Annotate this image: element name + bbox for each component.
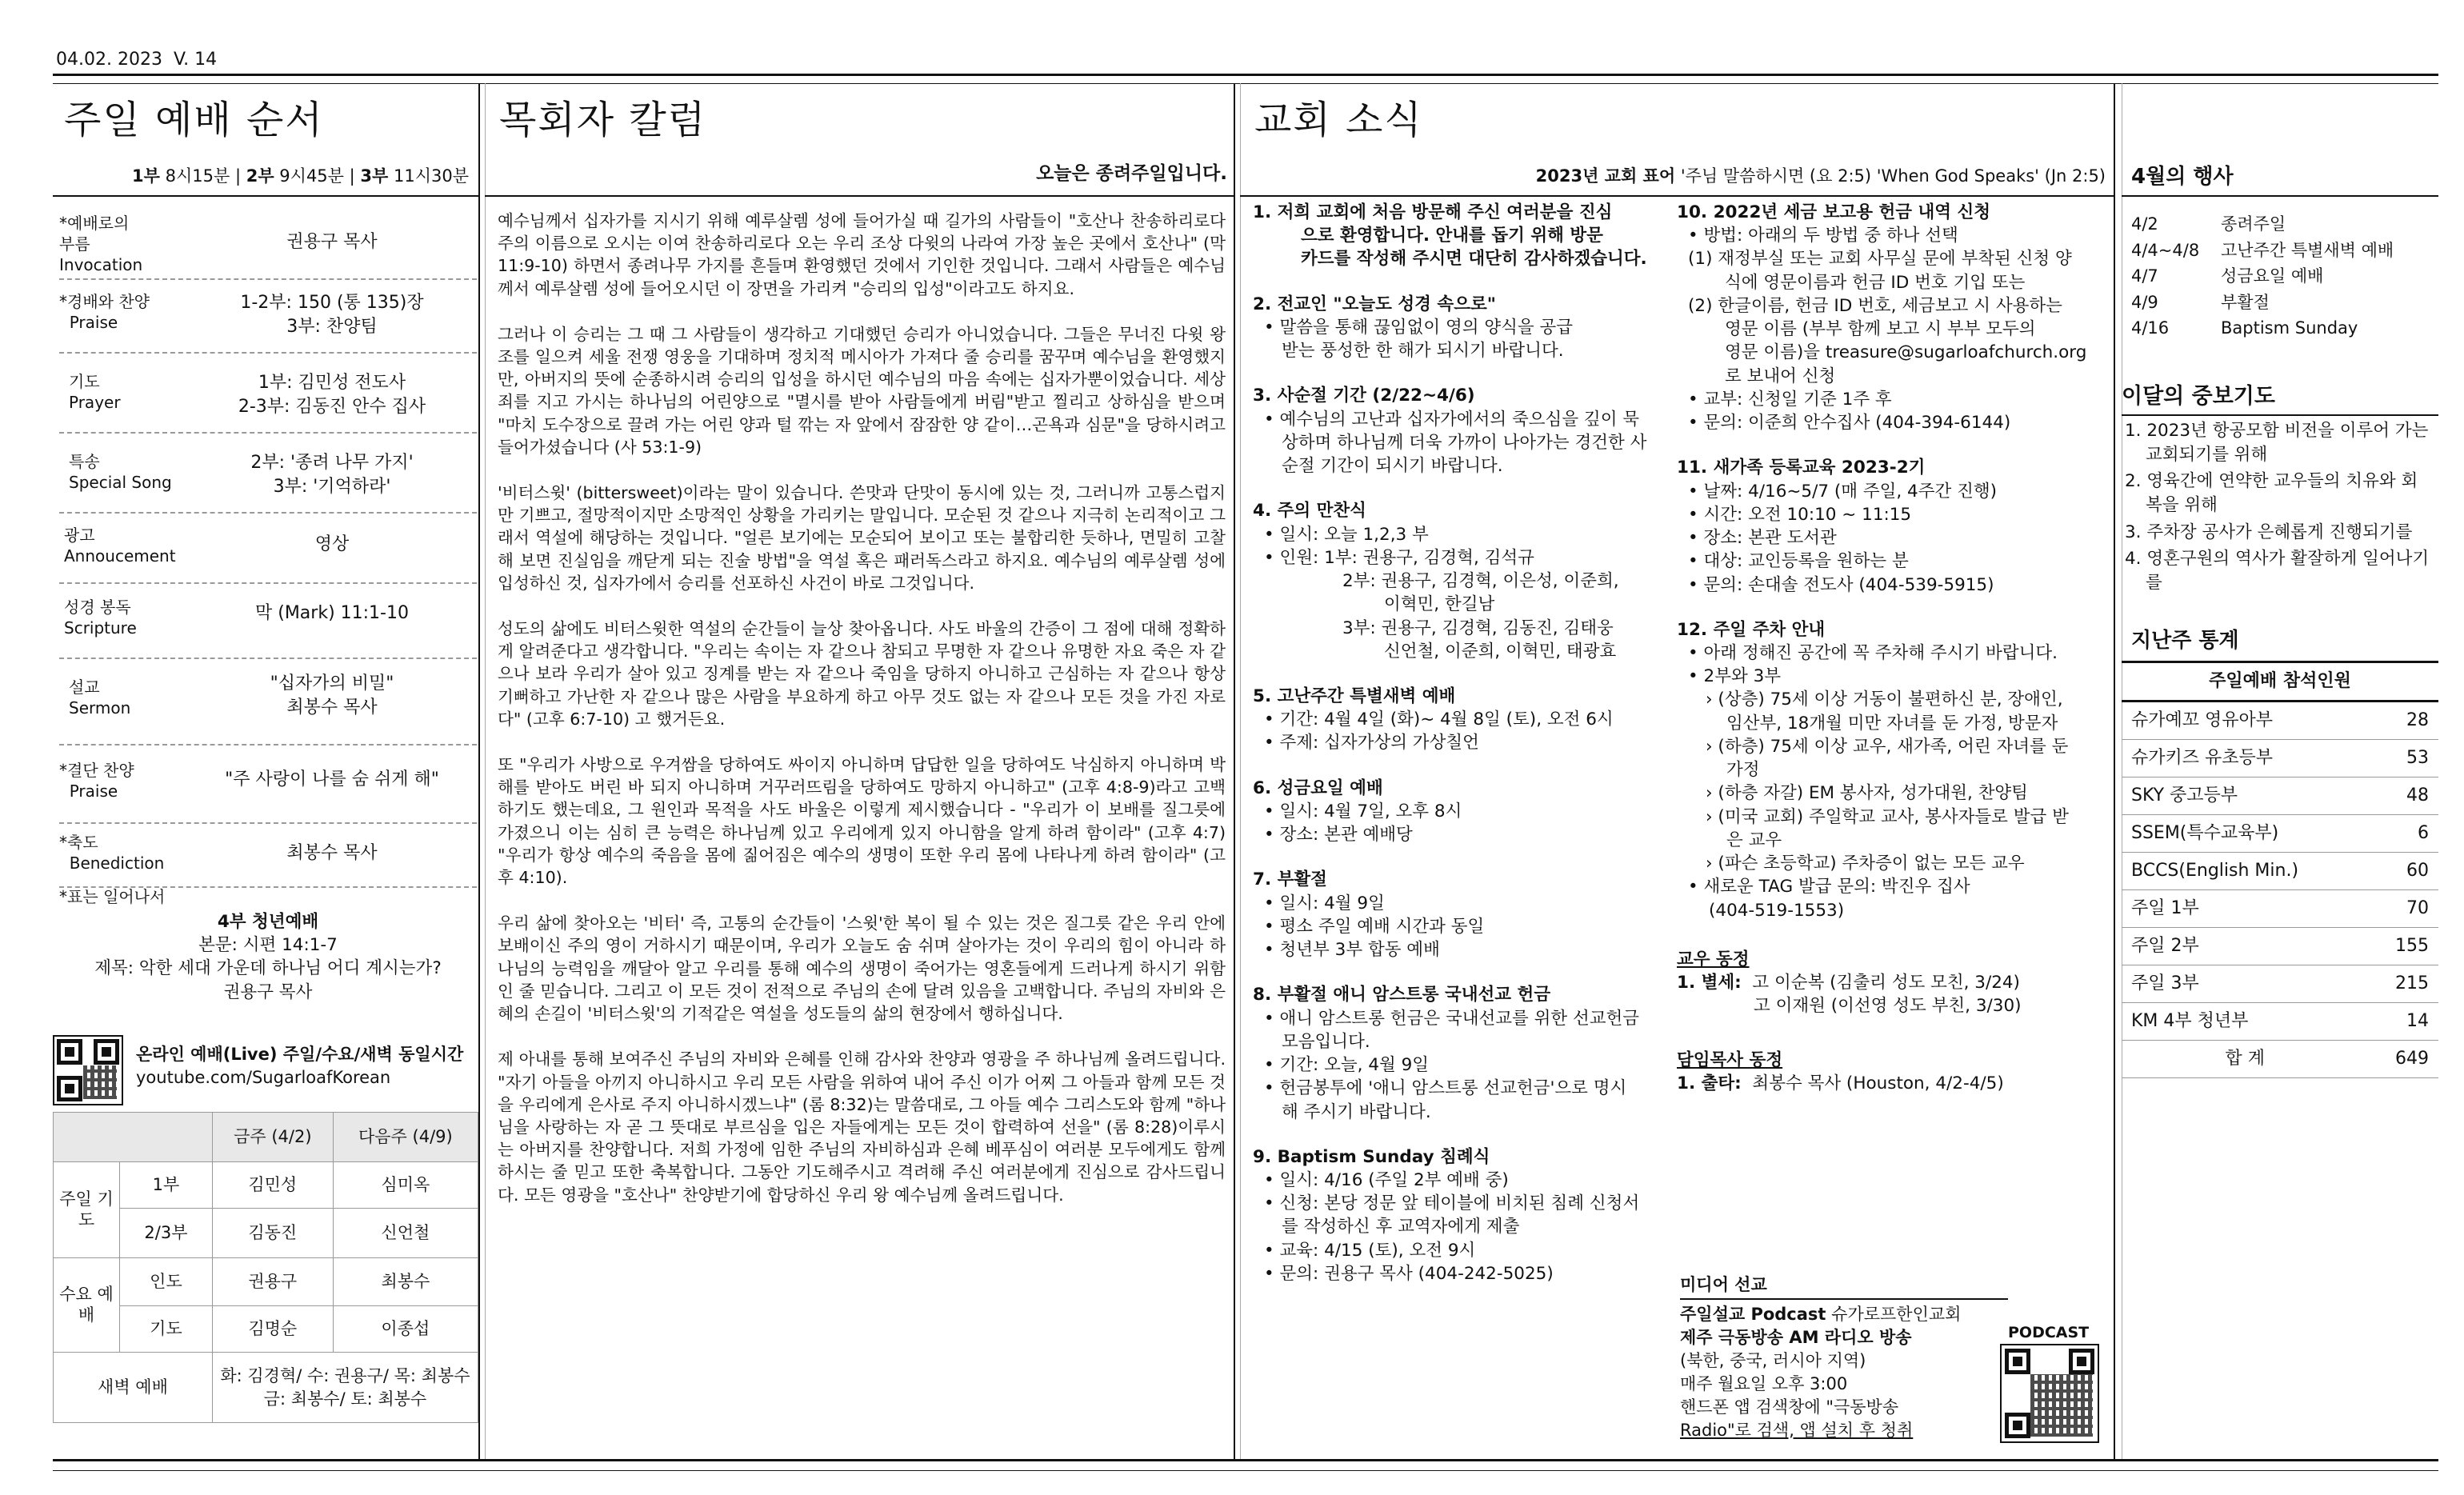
top-rule — [53, 74, 2438, 76]
divider — [59, 744, 477, 746]
col-sep-1 — [478, 83, 480, 1459]
podcast-qr-code[interactable] — [2000, 1344, 2099, 1443]
news-left: 1. 저희 교회에 처음 방문해 주신 여러분을 진심 으로 환영합니다. 안내를 돕기 위해 방문 카드를 작성해 주시면 대단히 감사하겠습니다. 2. 전교인 "오늘도 성경 속으로" • 말씀을 통해 끊임없이 영의 양식을 공급 받는 풍성한 한 해가 되시기 바랍니다. 3. 사순절 기간 (2/22~4/6) • 예수님의 고난과 십자가에서의 죽으심을 깊이 묵 상하며 하나님께 더욱 가까이 나아가는 경건한 사 순절 기간이 되시기 바랍니다. 4. 주의 만찬식 • 일시: 오늘 1,2,3 부 • 인원: 1부: 권용구, 김경혁, 김석규 2부: 권용구, 김경혁, 이은성, 이준희, 이혁민, 한길남 3부: 권용구, 김경혁, 김동진, 김태웅 신언철, 이준희, 이혁민, 태광효 5. 고난주간 특별새벽 예배 • 기간: 4월 4일 (화)~ 4월 8일 (토), 오전 6시 • 주제: 십자가상의 가상칠언 6. 성금요일 예배 • 일시: 4월 7일, 오후 8시 • 장소: 본관 예배당 7. 부활절 • 일시: 4월 9일 • 평소 주일 예배 시간과 동일 • 청년부 3부 합동 예배 8. 부활절 애니 암스트롱 국내선교 헌금 • 애니 암스트롱 헌금은 국내선교를 위한 선교헌금 모음입니다. • 기간: 오늘, 4월 9일 • 헌금봉투에 '애니 암스트롱 선교헌금'으로 명시 해 주시기 바랍니다. 9. Baptism Sunday 침례식 • 일시: 4/16 (주일 2부 예배 중) • 신청: 본당 정문 앞 테이블에 비치된 침례 신청서 를 작성하신 후 교역자에게 제출 • 교육: 4/15 (토), 오전 9시 • 문의: 권용구 목사 (404-242-5025) — [1253, 179, 1685, 1285]
members-news: 교우 동정 1. 별세: 고 이순복 (김출리 성도 모친, 3/24) 고 이재원 (이선영 성도 부친, 3/30) — [1677, 949, 2022, 1017]
list-item: 4/16 Baptism Sunday — [2131, 318, 2358, 338]
events-title: 4월의 행사 — [2131, 165, 2234, 189]
prayer-list: 1. 2023년 항공모함 비전을 이루어 가는 교회되기를 위해 2. 영육간에 연약한 교우들의 치유와 회복을 위해 3. 주차장 공사가 은혜롭게 진행되기를 4. 영혼구원의 역사가 활잘하게 일어나기를 — [2125, 421, 2430, 593]
table-row: SKY 중고등부 48 — [2122, 777, 2438, 815]
media-mission: 미디어 선교 주일설교 Podcast 슈가로프한인교회 제주 극동방송 AM 라디오 방송 (북한, 중국, 러시아 지역) 매주 월요일 오후 3:00 핸드폰 앱 검색창에 "극동방송 Radio"로 검색, 앱 설치 후 청취 — [1680, 1273, 2016, 1442]
divider — [59, 822, 477, 824]
worship-item-label: 설교 Sermon — [69, 678, 131, 718]
worship-item-label: 광고 Annoucement — [64, 526, 176, 566]
divider — [59, 512, 477, 514]
attendance-table: 주일예배 참석인원 슈가예꼬 영유아부 28 슈가키즈 유초등부 53 SKY 중고등부 48 SSEM(특수교육부) 6 BCCS(English Min.) 60 주일 1부 70 주일 2부 155 주일 3부 215 KM 4부 청년부 14 합 계 649 — [2122, 661, 2438, 1078]
table-row: 2/3부 김동진 신언철 — [54, 1209, 478, 1258]
col-sep-2b — [1240, 83, 1241, 1459]
news-item-title: 2. 전교인 "오늘도 성경 속으로" — [1253, 294, 1496, 314]
table-row: 새벽 예배 화: 김경혁/ 수: 권용구/ 목: 최봉수 금: 최봉수/ 토: 최봉수 — [54, 1353, 478, 1423]
list-item: 4/9 부활절 — [2131, 292, 2270, 312]
table-row: 주일 2부 155 — [2122, 928, 2438, 965]
table-row: 슈가예꼬 영유아부 28 — [2122, 702, 2438, 740]
worship-item-value: 권용구 목사 — [286, 232, 378, 252]
divider — [59, 432, 477, 434]
news-item-title: 11. 새가족 등록교육 2023-2기 — [1677, 458, 1926, 478]
divider — [59, 658, 477, 659]
column-paragraph: '비터스윗' (bittersweet)이라는 말이 있습니다. 쓴맛과 단맛이 동시에 있는 것, 그러니까 고통스럽지만 기쁘고, 절망적이지만 소망적인 상황을 가리키는 말입니다. 모순된 것 같으나 지극히 논리적이고 그래서 역설에 해당하는 것입니다. "얼른 보기에는 모순되어 보이고 또는 불합리한 듯하나, 면밀히 고찰해 보면 진실임을 깨닫게 되는 진술 방법"을 역설 혹은 패러독스라고 하지요. 예수님의 예루살렘 성에 입성하신 것, 십자가에서 승리를 선포하신 사건이 바로 그것입니다. — [498, 483, 1226, 593]
worship-item-label: 특송 Special Song — [69, 452, 172, 492]
col-sep-2 — [1234, 83, 1235, 1459]
worship-item-label: *경배와 찬양 Praise — [59, 292, 150, 332]
column-subtitle: 오늘은 종려주일입니다. — [1036, 163, 1227, 184]
column-paragraph: 우리 삶에 찾아오는 '비터' 즉, 고통의 순간들이 '스윗'한 복이 될 수 있는 것은 질그릇 같은 우리 안에 보배이신 주의 영이 거하시기 때문이며, 우리가 오늘도 숨 쉬며 살아가는 것이 우리의 힘이 아니라 하나님의 능력임을 깨달아 알고 우리를 통해 예수의 생명이 죽어가는 영혼들에게 드러나게 하시기 위함인 줄 믿습니다. 그리고 이 모든 것이 전적으로 주님의 손에 달려 있음을 고백합니다. 주님의 자비와 은혜의 손길이 '비터스윗'의 기적같은 역설을 성도들의 삶의 현장에서 행하십니다. — [498, 913, 1226, 1024]
bottom-rule-thin — [53, 1470, 2438, 1471]
news-title: 교회 소식 — [1254, 98, 1423, 142]
total-row: 합 계 649 — [2122, 1041, 2438, 1078]
worship-rule — [53, 195, 478, 197]
online-url[interactable]: youtube.com/SugarloafKorean — [136, 1068, 391, 1088]
table-row: 수요 예배 인도 권용구 최봉수 — [54, 1258, 478, 1306]
divider — [59, 352, 477, 354]
podcast-label: PODCAST — [2008, 1324, 2090, 1341]
column-paragraph: 또 "우리가 사방으로 우겨쌈을 당하여도 싸이지 아니하며 답답한 일을 당하여도 낙심하지 아니하며 박해를 받아도 버린 바 되지 아니하며 거꾸러뜨림을 당하여도 망하지 아니하고" (고후 4:8-9)라고 고백하기도 했는데요, 그 원인과 목적을 사도 바울은 이렇게 제시했습니다 - "우리가 이 보배를 질그릇에 가졌으니 이는 심히 큰 능력은 하나님께 있고 우리에게 있지 아니함을 알게 하려 함이라" (고후 4:7) "우리가 항상 예수의 죽음을 몸에 짊어짐은 예수의 생명이 또한 우리 몸에 나타나게 하려 함이라" (고후 4:10). — [498, 755, 1226, 888]
table-row: BCCS(English Min.) 60 — [2122, 853, 2438, 890]
column-paragraph: 예수님께서 십자가를 지시기 위해 예루살렘 성에 들어가실 때 길가의 사람들이 "호산나 찬송하리로다 주의 이름으로 오시는 이여 찬송하리로다 오는 우리 조상 다윗의 나라여 가장 높은 곳에서 호산나" (막 11:9-10) 하면서 종려나무 가지를 흔들며 환영했던 것에서 기인한 것입니다. 그래서 사람들은 예수님께서 예루살렘 성에 들어오시던 이 장면을 가리켜 "승리의 입성"이라고도 하지요. — [498, 211, 1226, 298]
news-item-title: 4. 주의 만찬식 — [1253, 501, 1366, 522]
events-list — [2131, 211, 2394, 342]
news-right: 10. 2022년 세금 보고용 헌금 내역 신청 • 방법: 아래의 두 방법 중 하나 선택 (1) 재정부실 또는 교회 사무실 문에 부착된 신청 양 식에 영문이름과 헌금 ID 번호 기입 또는 (2) 한글이름, 헌금 ID 번호, 세금보고 시 사용하는 영문 이름 (부부 함께 보고 시 부부 모두의 영문 이름)을 treasure@sugarloafchurch.org 로 보내어 신청 • 교부: 신청일 기준 1주 후 • 문의: 이준희 안수집사 (404-394-6144) 11. 새가족 등록교육 2023-2기 • 날짜: 4/16~5/7 (매 주일, 4주간 진행) • 시간: 오전 10:10 ~ 11:15 • 장소: 본관 도서관 • 대상: 교인등록을 원하는 분 • 문의: 손대솔 전도사 (404-539-5915) 12. 주일 주차 안내 • 아래 정해진 공간에 꼭 주차해 주시기 바랍니다. • 2부와 3부 › (상층) 75세 이상 거동이 불편하신 분, 장애인, 임산부, 18개월 미만 자녀를 둔 가정, 방문자 › (하층) 75세 이상 교우, 새가족, 어린 자녀를 둔 가정 › (하층 자갈) EM 봉사자, 성가대원, 찬양팀 › (미국 교회) 주일학교 교사, 봉사자들로 발급 받 은 교우 › (파슨 초등학교) 주차증이 없는 모든 교우 • 새로운 TAG 발급 문의: 박진우 집사 (404-519-1553) 교우 동정 1. 별세: 고 이순복 (김출리 성도 모친, 3/24) 고 이재원 (이선영 성도 부친, 3/30) 담임목사 동정 1. 출타: 최봉수 목사 (Houston, 4/2-4/5) — [1677, 179, 2109, 1095]
news-item-title: 9. Baptism Sunday 침례식 — [1253, 1146, 1490, 1167]
col-sep-3 — [2114, 83, 2115, 1459]
pastor-news: 담임목사 동정 1. 출타: 최봉수 목사 (Houston, 4/2-4/5) — [1677, 1049, 2004, 1093]
issue-date: 04.02. 2023 V. 14 — [56, 50, 218, 70]
worship-item-value: 1부: 김민성 전도사 2-3부: 김동진 안수 집사 — [238, 373, 426, 417]
table-row: 주일 기도 1부 김민성 심미옥 — [54, 1162, 478, 1209]
news-item-title: 12. 주일 주차 안내 — [1677, 619, 1826, 640]
worship-times: 1부 8시15분 | 2부 9시45분 | 3부 11시30분 — [132, 166, 469, 186]
events-rule — [2122, 195, 2438, 197]
column-paragraph: 제 아내를 통해 보여주신 주님의 자비와 은혜를 인해 감사와 찬양과 영광을 주 하나님께 올려드립니다. "자기 아들을 아끼지 아니하시고 우리 모든 사람을 위하여 내어 주신 이가 어찌 그 아들과 함께 모든 것을 우리에게 은사로 주지 아니하시겠느냐" (롬 8:32)는 말씀대로, 그 아들 예수 그리스도와 함께 "하나님을 사랑하는 자 곧 그 뜻대로 부르심을 입은 자들에게는 모든 것이 합력하여 선을" (롬 8:28)이루시는 아버지를 찬양합니다. 저희 가정에 임한 주님의 자비하심과 은혜 베푸심이 여러분 모두에게도 함께 하시는 줄 믿고 또한 축복합니다. 그동안 기도해주시고 격려해 주신 여러분에게 진심으로 감사드립니다. 모든 영광을 "호산나" 찬양받기에 합당하신 우리 왕 예수님께 올려드립니다. — [498, 1049, 1226, 1205]
prayer-rule — [2122, 414, 2438, 416]
worship-item-value: "주 사랑이 나를 숨 쉬게 해" — [225, 769, 439, 789]
column-rule — [485, 195, 1234, 197]
worship-item-label: *예배로의 부름 Invocation — [59, 214, 143, 274]
divider — [59, 278, 477, 280]
table-row: SSEM(특수교육부) 6 — [2122, 815, 2438, 853]
service-schedule-table: 금주 (4/2) 다음주 (4/9) 주일 기도 1부 김민성 심미옥 2/3부 김동진 신언철 수요 예배 인도 권용구 최봉수 기도 김명순 이종섭 새벽 예배 화: 김경혁/ 수: 권용구/ 목: 최봉수 금: 최봉수/ 토: 최봉수 — [53, 1112, 478, 1423]
news-item-title: 3. 사순절 기간 (2/22~4/6) — [1253, 386, 1475, 406]
youth-service: 4부 청년예배 본문: 시편 14:1-7 제목: 악한 세대 가운데 하나님 어디 계시는가? 권용구 목사 — [94, 912, 442, 1002]
column-paragraph: 성도의 삶에도 비터스윗한 역설의 순간들이 늘상 찾아옵니다. 사도 바울의 간증이 그 점에 대해 정확하게 알려준다고 생각합니다. "우리는 속이는 자 같으나 참되고 무명한 자 같으나 유명한 자요 죽은 자 같으나 보라 우리가 살아 있고 징계를 받는 자 같으나 죽임을 당하지 아니하고 근심하는 자 같으나 항상 기뻐하고 가난한 자 같으나 많은 사람을 부요하게 하고 아무 것도 없는 자 같으나 모든 것을 가진 자로다" (고후 6:7-10) 고 했거든요. — [498, 619, 1226, 729]
online-qr-code[interactable] — [53, 1035, 123, 1105]
divider — [59, 582, 477, 584]
list-item: 4/4~4/8 고난주간 특별새벽 예배 — [2131, 240, 2394, 260]
worship-item-label: 성경 봉독 Scripture — [64, 598, 137, 638]
news-item-title: 5. 고난주간 특별새벽 예배 — [1253, 686, 1456, 706]
worship-item-value: "십자가의 비밀" 최봉수 목사 — [270, 674, 394, 718]
column-body — [498, 210, 1226, 1229]
worship-item-value: 영상 — [314, 534, 350, 554]
news-item-title: 10. 2022년 세금 보고용 헌금 내역 신청 — [1677, 202, 1991, 222]
list-item: 4/2 종려주일 — [2131, 214, 2286, 234]
table-row: 주일 3부 215 — [2122, 965, 2438, 1003]
worship-item-label: *축도 Benediction — [59, 833, 165, 873]
worship-item-value: 막 (Mark) 11:1-10 — [255, 603, 409, 623]
worship-item-value: 2부: '종려 나무 가지' 3부: '기억하라' — [250, 453, 414, 497]
news-item-title: 7. 부활절 — [1253, 869, 1327, 890]
online-worship: 온라인 예배(Live) 주일/수요/새벽 동일시간 youtube.com/SugarloafKorean — [136, 1043, 463, 1090]
stand-note: *표는 일어나서 — [59, 887, 166, 906]
news-item-title: 8. 부활절 애니 암스트롱 국내선교 헌금 — [1253, 985, 1551, 1005]
column-paragraph: 그러나 이 승리는 그 때 그 사람들이 생각하고 기대했던 승리가 아니었습니다. 그들은 무너진 다윗 왕조를 일으켜 세울 전쟁 영웅을 기대하며 정치적 메시아가 가져다 줄 승리를 꿈꾸며 예수님을 환영했지만, 아버지의 뜻에 순종하시려 승리의 입성을 하시던 예수님의 마음 속에는 십자가뿐이었습니다. 세상 죄를 지고 가시는 하나님의 어린양으로 "멸시를 받아 사람들에게 버림"받고 찔리고 상하심을 받으며 "마치 도수장으로 끌려 가는 어린 양과 털 깎는 자 앞에서 잠잠한 양 같이…곤욕과 심문"을 당하시려고 들어가셨습니다 (사 53:1-9) — [498, 324, 1226, 457]
table-row: 주일 1부 70 — [2122, 890, 2438, 928]
col-sep-1b — [485, 83, 486, 1459]
news-item-title: 6. 성금요일 예배 — [1253, 777, 1383, 798]
list-item: 4/7 성금요일 예배 — [2131, 266, 2324, 286]
worship-title: 주일 예배 순서 — [64, 98, 324, 142]
stats-title: 지난주 통계 — [2131, 629, 2239, 653]
news-item-title: 1. 저희 교회에 처음 방문해 주신 여러분을 진심 — [1253, 202, 1613, 222]
table-row: KM 4부 청년부 14 — [2122, 1003, 2438, 1041]
prayer-title: 이달의 중보기도 — [2122, 384, 2275, 409]
news-motto: 2023년 교회 표어 '주님 말씀하시면 (요 2:5) 'When God Speaks' (Jn 2:5) — [1535, 166, 2106, 186]
worship-item-value: 1-2부: 150 (통 135)장 3부: 찬양팀 — [240, 293, 424, 337]
worship-item-value: 최봉수 목사 — [286, 843, 378, 863]
top-rule-thin — [53, 83, 2438, 84]
worship-item-label: 기도 Prayer — [69, 372, 121, 412]
table-row: 기도 김명순 이종섭 — [54, 1306, 478, 1353]
table-row: 슈가키즈 유초등부 53 — [2122, 740, 2438, 777]
bottom-rule — [53, 1459, 2438, 1461]
worship-item-label: *결단 찬양 Praise — [59, 761, 134, 801]
column-title: 목회자 칼럼 — [499, 98, 707, 142]
